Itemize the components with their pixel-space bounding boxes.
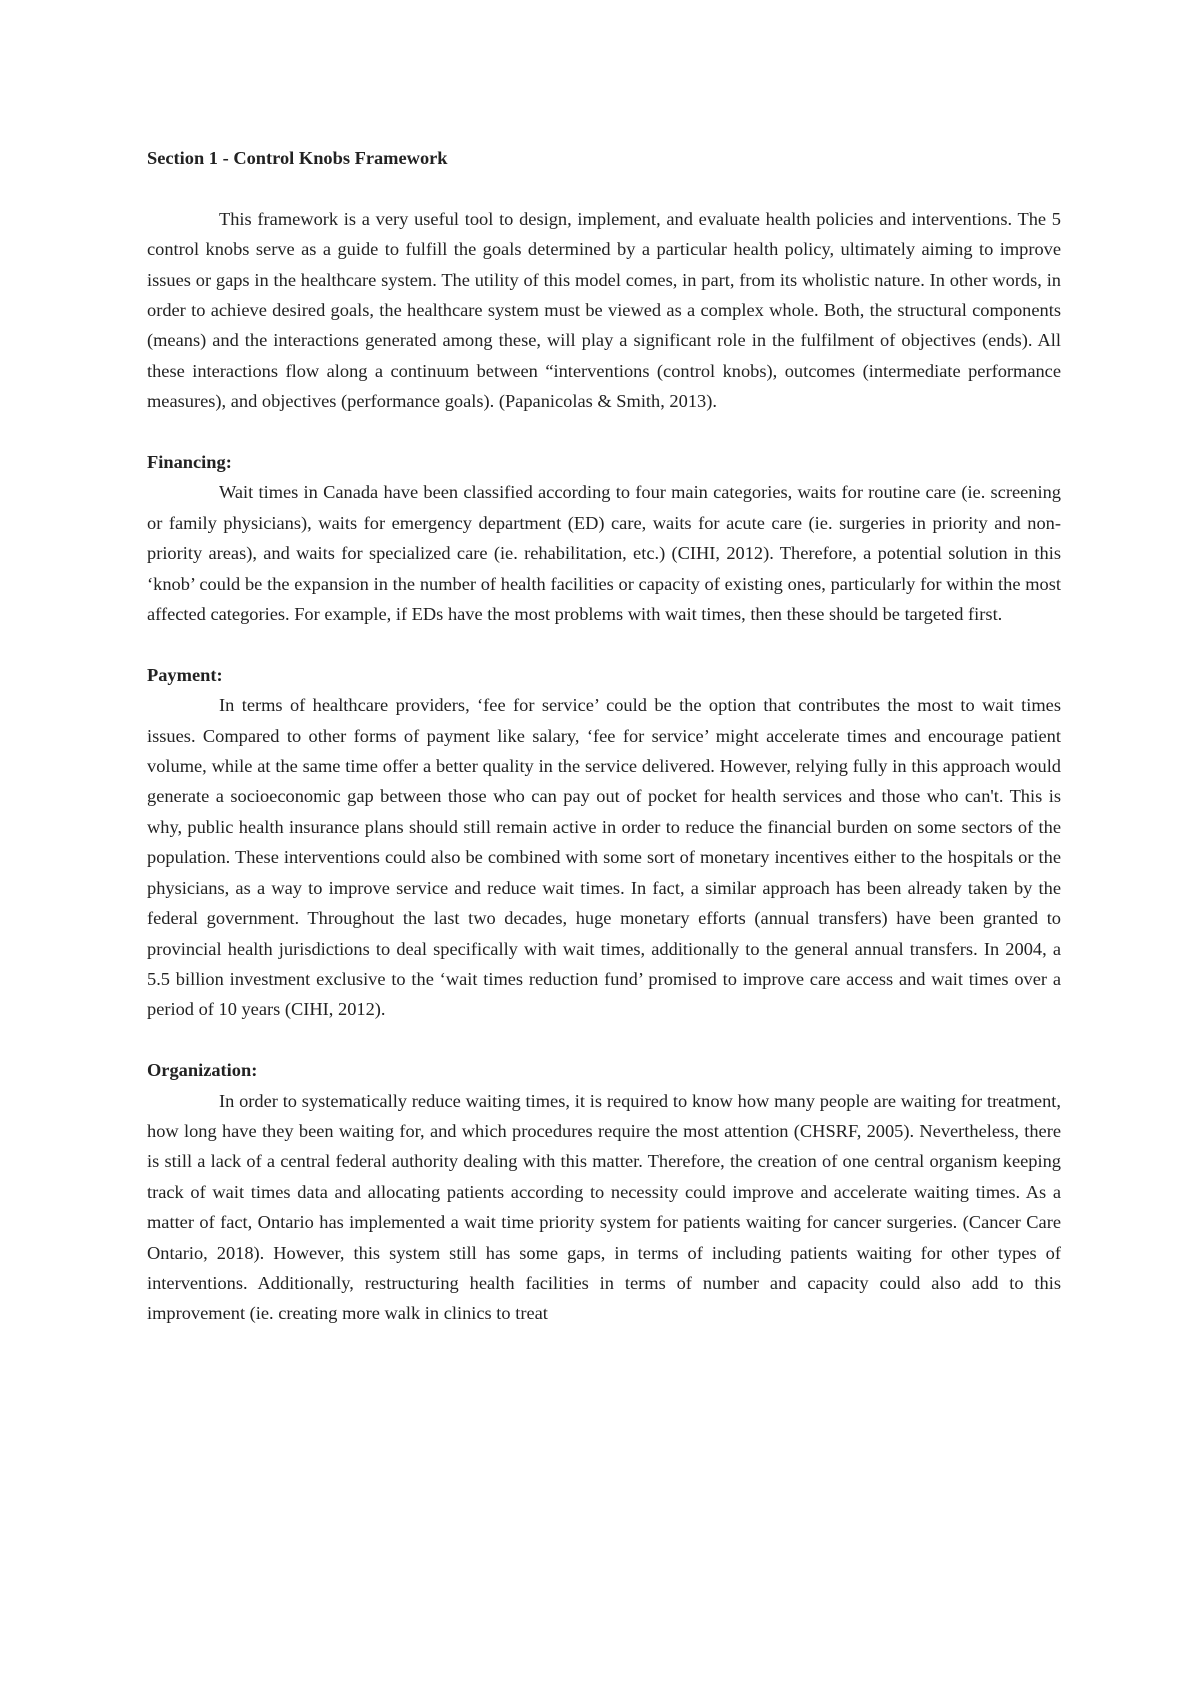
financing-heading: Financing: [147,452,232,473]
financing-paragraph: Wait times in Canada have been classified according to four main categories, waits for routine care (ie. screening or family physicians), waits for emergency department (ED) care, waits for acute care (ie. surgeries in priority and non-priority areas), and waits for specialized care (ie. rehabilitation, etc.) (CIHI, 2012). Therefore, a potential solution in this ‘knob’ could be the expansion in the number of health facilities or capacity of existing ones, particularly for within the most affected categories. For example, if EDs have the most problems with wait times, then these should be targeted first. [147,482,1061,625]
spacer [147,1025,1061,1055]
spacer [147,629,1061,659]
payment-heading: Payment: [147,664,223,685]
document-page [147,143,1061,1329]
organization-heading: Organization: [147,1060,258,1081]
spacer [147,417,1061,447]
payment-paragraph: In terms of healthcare providers, ‘fee for service’ could be the option that contributes the most to wait times issues. Compared to other forms of payment like salary, ‘fee for service’ might accelerate times and encourage patient volume, while at the same time offer a better quality in the service delivered. However, relying fully in this approach would generate a socioeconomic gap between those who can pay out of pocket for health services and those who can't. This is why, public health insurance plans should still remain active in order to reduce the financial burden on some sectors of the population. These interventions could also be combined with some sort of monetary incentives either to the hospitals or the physicians, as a way to improve service and reduce wait times. In fact, a similar approach has been already taken by the federal government. Throughout the last two decades, huge monetary efforts (annual transfers) have been granted to provincial health jurisdictions to deal specifically with wait times, additionally to the general annual transfers. In 2004, a 5.5 billion investment exclusive to the ‘wait times reduction fund’ promised to improve care access and wait times over a period of 10 years (CIHI, 2012). [147,695,1061,1020]
section-title: Section 1 - Control Knobs Framework [147,148,448,168]
organization-paragraph: In order to systematically reduce waiting times, it is required to know how many people are waiting for treatment, how long have they been waiting for, and which procedures require the most attention (CHSRF, 2005). Nevertheless, there is still a lack of a central federal authority dealing with this matter. Therefore, the creation of one central organism keeping track of wait times data and allocating patients according to necessity could improve and accelerate waiting times. As a matter of fact, Ontario has implemented a wait time priority system for patients waiting for cancer surgeries. (Cancer Care Ontario, 2018). However, this system still has some gaps, in terms of including patients waiting for other types of interventions. Additionally, restructuring health facilities in terms of number and capacity could also add to this improvement (ie. creating more walk in clinics to treat [147,1090,1061,1324]
intro-paragraph: This framework is a very useful tool to design, implement, and evaluate health policies and interventions. The 5 control knobs serve as a guide to fulfill the goals determined by a particular health policy, ultimately aiming to improve issues or gaps in the healthcare system. The utility of this model comes, in part, from its wholistic nature. In other words, in order to achieve desired goals, the healthcare system must be viewed as a complex whole. Both, the structural components (means) and the interactions generated among these, will play a significant role in the fulfilment of objectives (ends). All these interactions flow along a continuum between “interventions (control knobs), outcomes (intermediate performance measures), and objectives (performance goals). (Papanicolas & Smith, 2013). [147,208,1061,412]
